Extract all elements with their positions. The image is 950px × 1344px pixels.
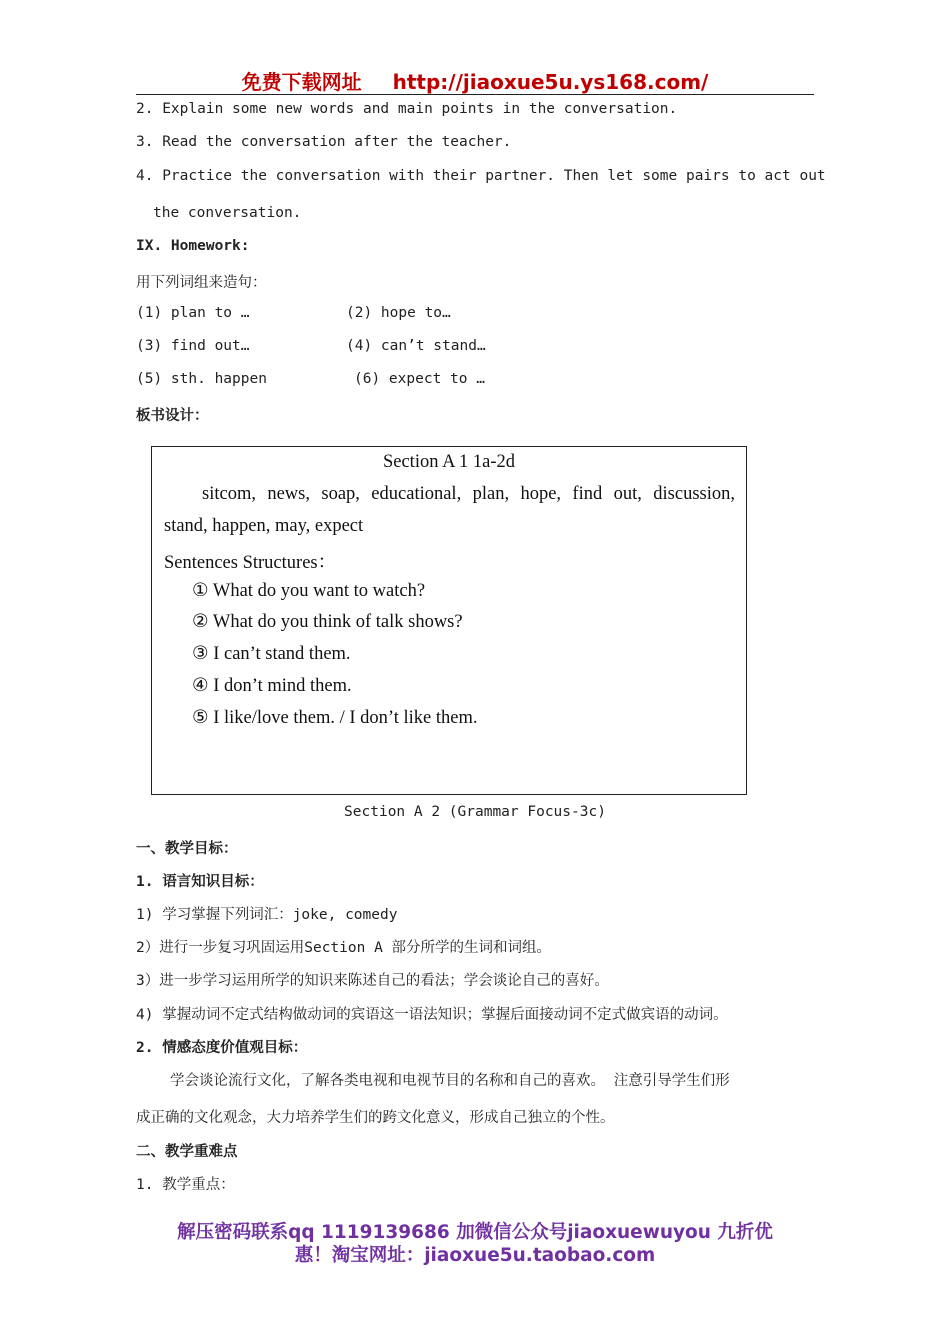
header-url-link[interactable]: http://jiaoxue5u.ys168.com/ <box>392 70 709 94</box>
header-label: 免费下载网址 <box>241 70 362 94</box>
board-sentence: ⑤ I like/love them. / I don’t like them. <box>192 708 478 728</box>
homework-heading: IX. Homework: <box>136 238 250 254</box>
emotion-paragraph-line-1: 学会谈论流行文化，了解各类电视和电视节目的名称和自己的喜欢。 注意引导学生们形 <box>170 1073 730 1089</box>
key-point-heading: 1. 教学重点： <box>136 1177 235 1193</box>
homework-phrase: (2) hope to… <box>346 305 451 321</box>
objectives-heading: 一、教学目标： <box>136 841 238 857</box>
board-vocabulary-line-1: sitcom, news, soap, educational, plan, hope, find out, discussion, <box>202 484 735 504</box>
homework-phrase: (4) can’t stand… <box>346 338 486 354</box>
homework-instruction: 用下列词组来造句： <box>136 275 267 291</box>
board-structures-label: Sentences Structures： <box>164 553 337 573</box>
step-4: 4. Practice the conversation with their partner. Then let some pairs to act out <box>136 168 826 184</box>
difficulty-heading: 二、教学重难点 <box>136 1144 238 1160</box>
section-title: Section A 2 (Grammar Focus-3c) <box>344 804 606 820</box>
board-heading: 板书设计： <box>136 408 209 424</box>
homework-phrase: (3) find out… <box>136 338 250 354</box>
board-sentence: ④ I don’t mind them. <box>192 676 352 696</box>
knowledge-item: 2）进行一步复习巩固运用Section A 部分所学的生词和词组。 <box>136 940 552 956</box>
footer-line-2: 惠！淘宝网址：jiaoxue5u.taobao.com <box>294 1245 656 1266</box>
board-sentence: ② What do you think of talk shows? <box>192 612 463 632</box>
board-vocabulary-line-2: stand, happen, may, expect <box>164 516 364 536</box>
step-3: 3. Read the conversation after the teacher. <box>136 134 512 150</box>
step-2: 2. Explain some new words and main points in the conversation. <box>136 101 678 117</box>
board-title: Section A 1 1a-2d <box>382 452 516 472</box>
homework-phrase: (6) expect to … <box>354 371 485 387</box>
emotion-heading: 2. 情感态度价值观目标： <box>136 1040 308 1056</box>
knowledge-item: 4) 掌握动词不定式结构做动词的宾语这一语法知识；掌握后面接动词不定式做宾语的动词。 <box>136 1007 728 1023</box>
homework-phrase: (5) sth. happen <box>136 371 267 387</box>
footer-line-1: 解压密码联系qq 1119139686 加微信公众号jiaoxuewuyou 九折优 <box>177 1222 773 1243</box>
knowledge-heading: 1. 语言知识目标： <box>136 874 264 890</box>
board-sentence: ① What do you want to watch? <box>192 581 426 601</box>
knowledge-item: 3）进一步学习运用所学的知识来陈述自己的看法；学会谈论自己的喜好。 <box>136 973 609 989</box>
step-4-continued: the conversation. <box>153 205 302 221</box>
board-sentence: ③ I can’t stand them. <box>192 644 351 664</box>
page-header <box>136 66 814 95</box>
knowledge-item: 1) 学习掌握下列词汇：joke, comedy <box>136 907 398 923</box>
emotion-paragraph-line-2: 成正确的文化观念，大力培养学生们的跨文化意义，形成自己独立的个性。 <box>136 1110 615 1126</box>
homework-phrase: (1) plan to … <box>136 305 250 321</box>
